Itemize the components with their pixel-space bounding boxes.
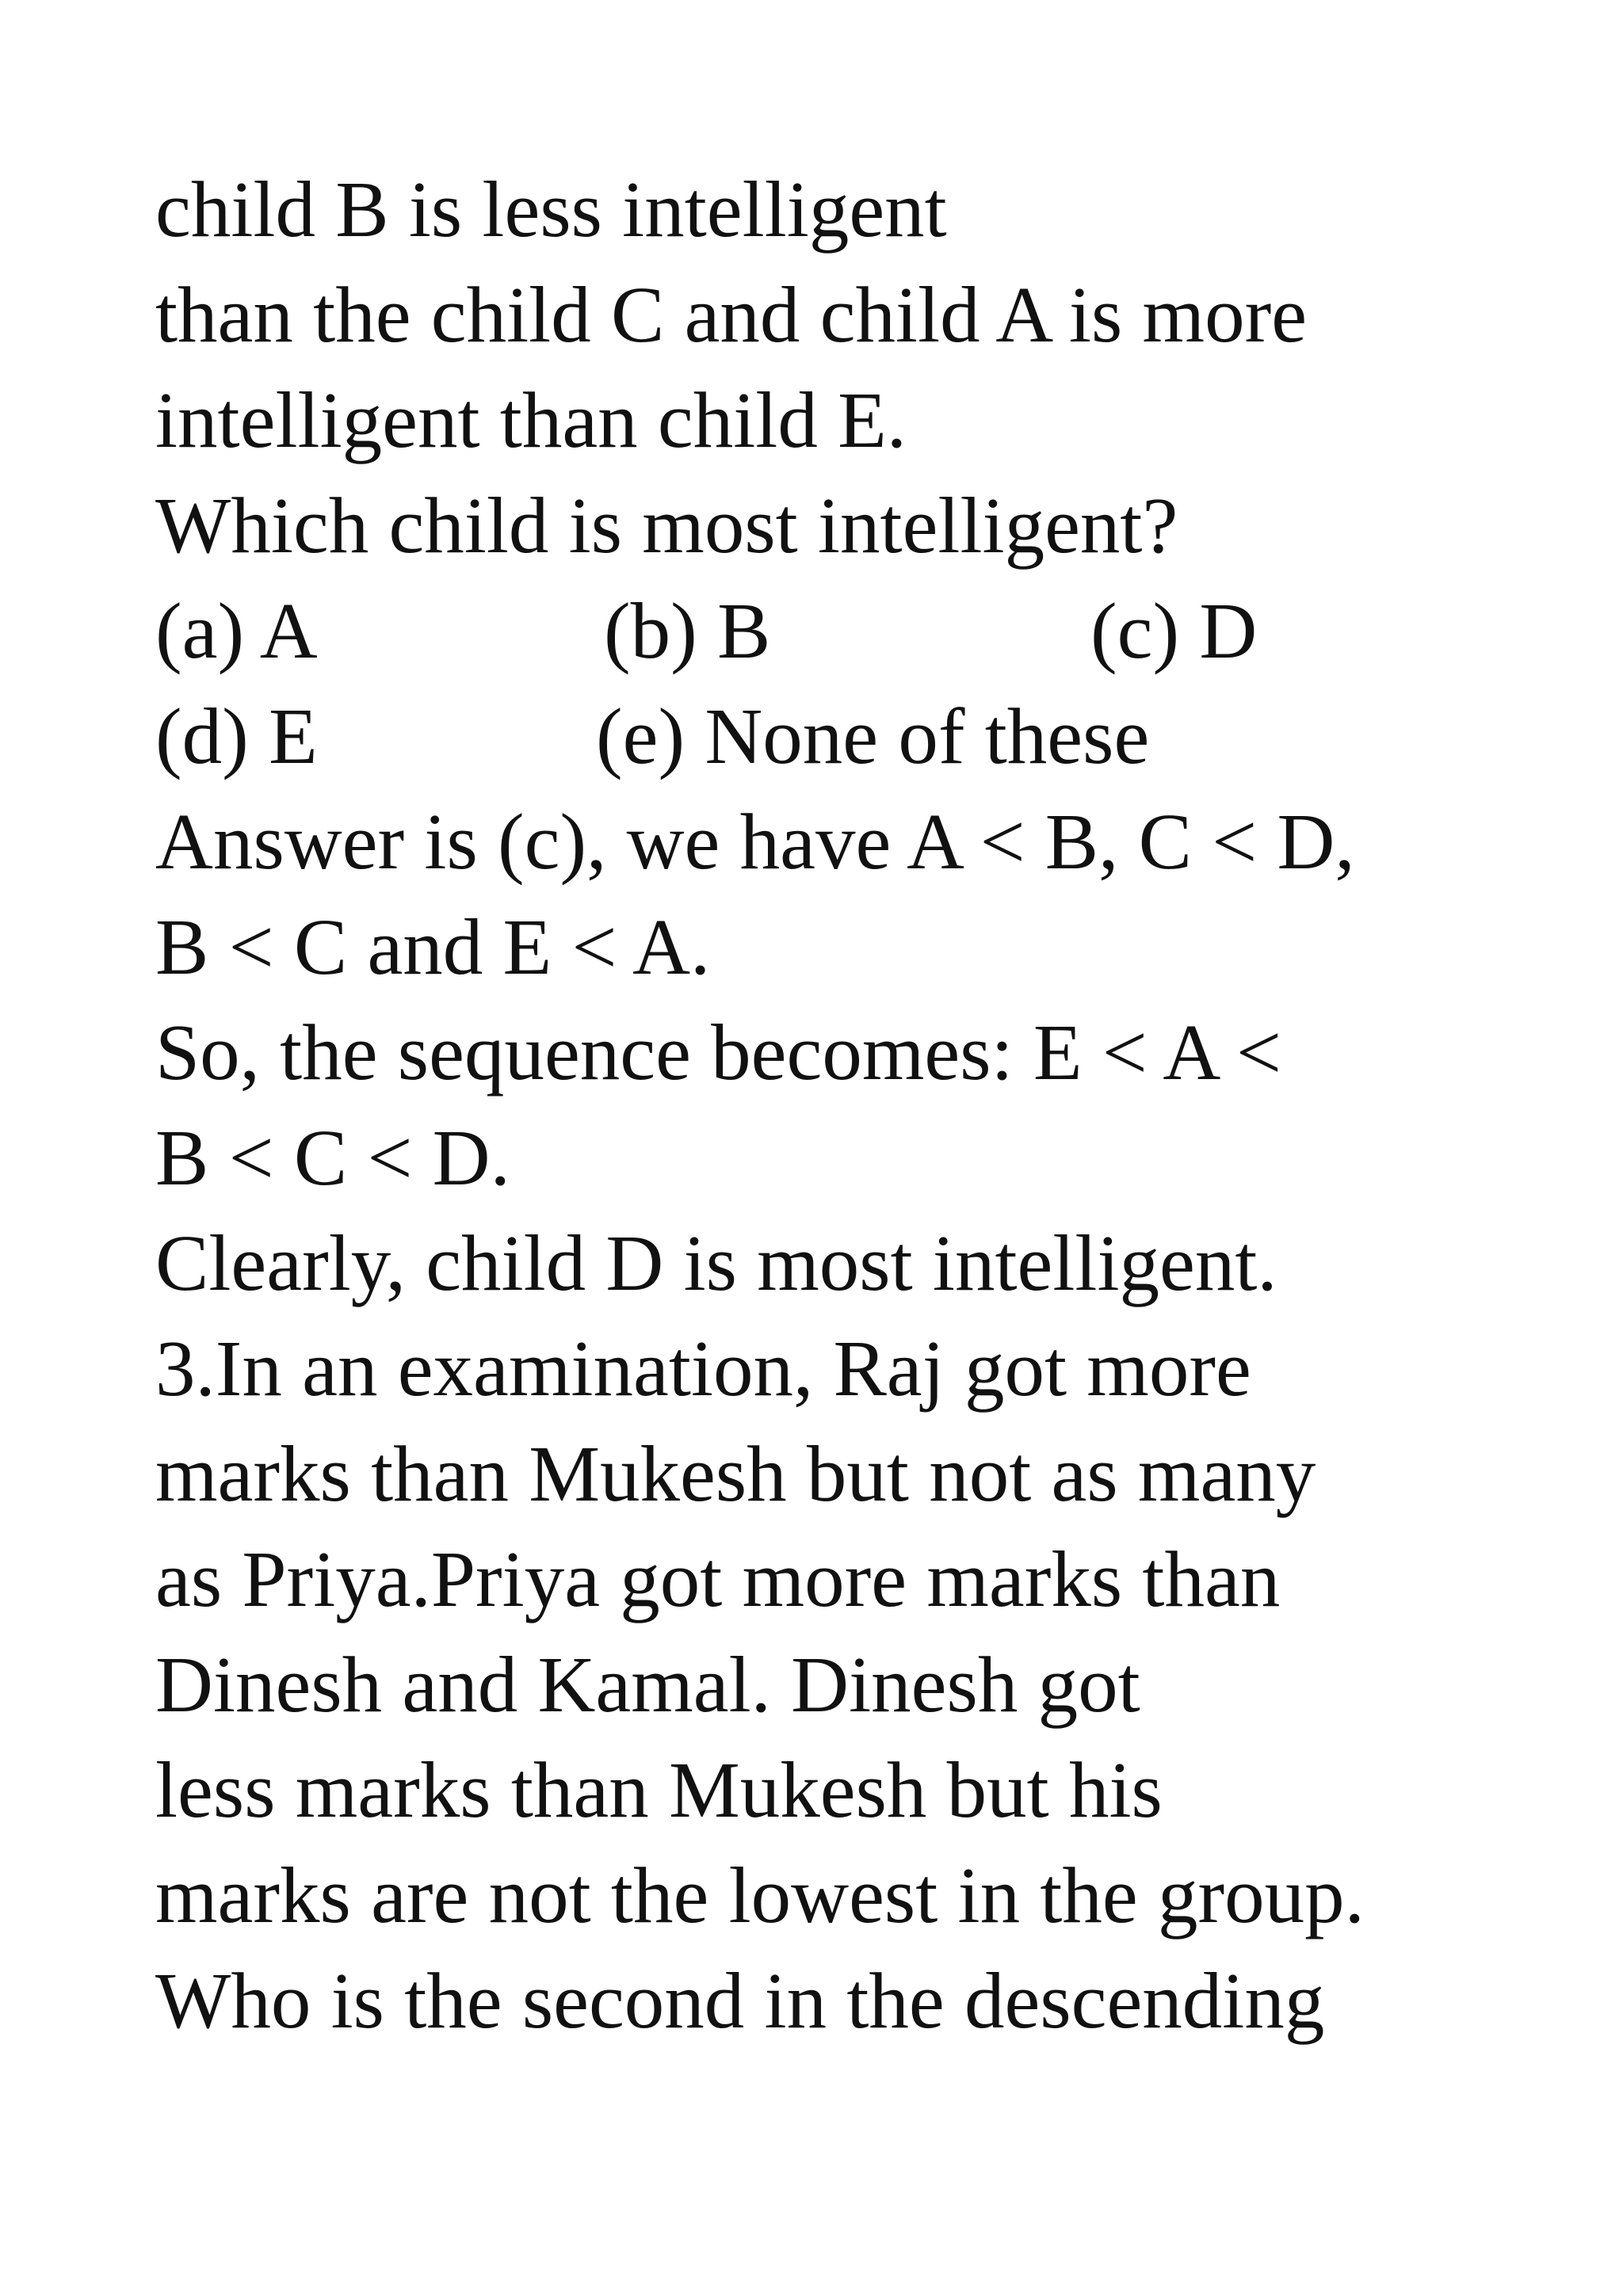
- text-line: Who is the second in the descending: [155, 1956, 1325, 2045]
- options-row-1: [155, 578, 1582, 684]
- text-line: Dinesh and Kamal. Dinesh got: [155, 1640, 1140, 1729]
- text-line: B < C and E < A.: [155, 902, 711, 991]
- option-d: (d) E: [155, 692, 318, 780]
- option-a: (a) A: [155, 586, 318, 675]
- option-c: (c) D: [1090, 586, 1258, 675]
- text-line: So, the sequence becomes: E < A <: [155, 1008, 1282, 1097]
- text-line: marks are not the lowest in the group.: [155, 1851, 1365, 1939]
- answer-line: Answer is (c), we have A < B, C < D,: [155, 797, 1355, 886]
- text-line: less marks than Mukesh but his: [155, 1745, 1163, 1834]
- option-e: (e) None of these: [596, 692, 1150, 780]
- options-row-2: [155, 684, 1582, 789]
- option-b: (b) B: [604, 586, 771, 675]
- text-line: as Priya.Priya got more marks than: [155, 1535, 1281, 1623]
- text-line: than the child C and child A is more: [155, 270, 1308, 359]
- text-line: B < C < D.: [155, 1113, 510, 1202]
- question-line: Which child is most intelligent?: [155, 481, 1178, 570]
- document-text: [155, 157, 1582, 2054]
- text-line: intelligent than child E.: [155, 376, 907, 464]
- text-line: marks than Mukesh but not as many: [155, 1429, 1316, 1518]
- question-3-line: 3.In an examination, Raj got more: [155, 1324, 1251, 1413]
- conclusion-line: Clearly, child D is most intelligent.: [155, 1219, 1277, 1307]
- text-line: child B is less intelligent: [155, 165, 947, 254]
